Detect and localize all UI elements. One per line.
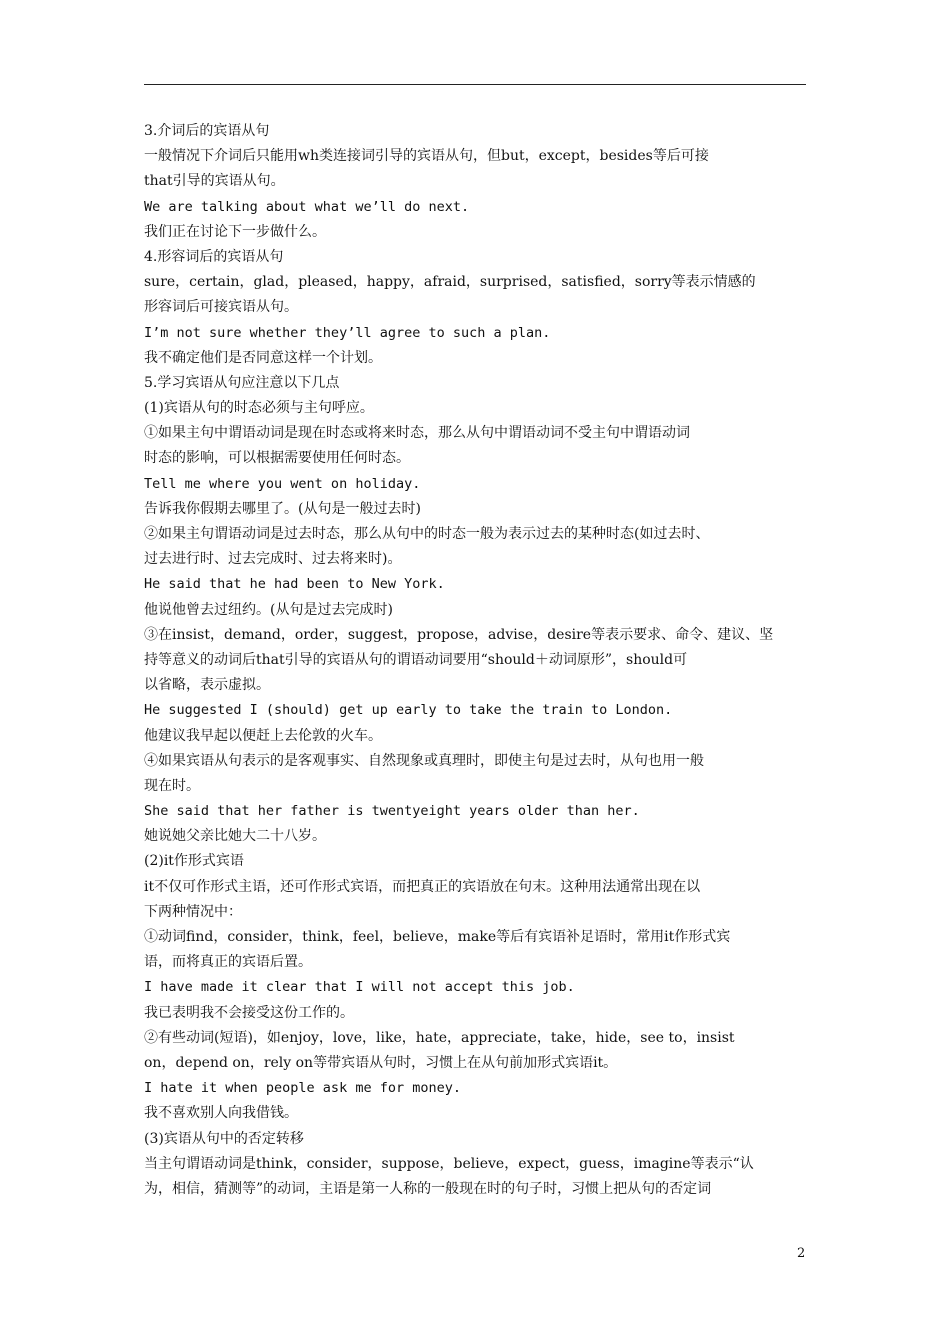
example-translation: 我不喜欢别人向我借钱。 [144, 1105, 298, 1122]
header-rule [144, 84, 806, 85]
example-translation: 告诉我你假期去哪里了。(从句是一般过去时) [144, 500, 421, 517]
example-translation: 她说她父亲比她大二十八岁。 [144, 828, 326, 845]
example-sentence: We are talking about what we’ll do next. [144, 198, 470, 215]
paragraph-line: 以省略，表示虚拟。 [144, 677, 270, 694]
paragraph-line: 语，而将真正的宾语后置。 [144, 954, 312, 971]
example-sentence: I hate it when people ask me for money. [144, 1080, 461, 1097]
example-translation: 他说他曾去过纽约。(从句是过去完成时) [144, 601, 393, 618]
paragraph-line: that引导的宾语从句。 [144, 173, 285, 190]
example-sentence: She said that her father is twentyeight years older than her. [144, 803, 640, 820]
paragraph-line: 现在时。 [144, 777, 200, 794]
example-sentence: He suggested I (should) get up early to take the train to London. [144, 702, 673, 719]
paragraph-line: it不仅可作形式主语，还可作形式宾语，而把真正的宾语放在句末。这种用法通常出现在以 [144, 878, 701, 895]
paragraph-line: ①如果主句中谓语动词是现在时态或将来时态，那么从句中谓语动词不受主句中谓语动词 [144, 425, 690, 442]
paragraph-line: ②如果主句谓语动词是过去时态，那么从句中的时态一般为表示过去的某种时态(如过去时、 [144, 526, 710, 542]
example-sentence: I have made it clear that I will not accept this job. [144, 979, 575, 996]
paragraph-line: 形容词后可接宾语从句。 [144, 299, 298, 316]
subsection-heading: (2)it作形式宾语 [144, 853, 244, 870]
paragraph-line: 当主句谓语动词是think，consider，suppose，believe，expect，guess，imagine等表示“认 [144, 1155, 754, 1172]
example-sentence: I’m not sure whether they’ll agree to such a plan. [144, 324, 551, 341]
paragraph-line: ③在insist，demand，order，suggest，propose，advise，desire等表示要求、命令、建议、坚 [144, 626, 774, 643]
paragraph-line: 时态的影响，可以根据需要使用任何时态。 [144, 450, 410, 467]
page-number: 2 [797, 1246, 806, 1261]
example-translation: 我们正在讨论下一步做什么。 [144, 223, 326, 240]
subsection-heading: (3)宾语从句中的否定转移 [144, 1130, 304, 1147]
section-heading-4: 4.形容词后的宾语从句 [144, 248, 284, 265]
paragraph-line: ①动词find，consider，think，feel，believe，make等后有宾语补足语时，常用it作形式宾 [144, 929, 731, 945]
example-translation: 他建议我早起以便赶上去伦敦的火车。 [144, 727, 382, 744]
subsection-heading: (1)宾语从句的时态必须与主句呼应。 [144, 400, 374, 417]
example-sentence: Tell me where you went on holiday. [144, 475, 421, 492]
document-body [144, 119, 819, 1202]
example-sentence: He said that he had been to New York. [144, 576, 445, 593]
paragraph-line: ④如果宾语从句表示的是客观事实、自然现象或真理时，即使主句是过去时，从句也用一般 [144, 752, 704, 769]
example-translation: 我已表明我不会接受这份工作的。 [144, 1004, 354, 1021]
paragraph-line: ②有些动词(短语)，如enjoy，love，like，hate，appreciate，take，hide，see to，insist [144, 1029, 735, 1046]
example-translation: 我不确定他们是否同意这样一个计划。 [144, 349, 382, 366]
paragraph-line: sure，certain，glad，pleased，happy，afraid，surprised，satisfied，sorry等表示情感的 [144, 274, 756, 291]
paragraph-line: 过去进行时、过去完成时、过去将来时)。 [144, 551, 402, 568]
paragraph-line: 下两种情况中： [144, 903, 242, 920]
paragraph-line: 为，相信，猜测等”的动词，主语是第一人称的一般现在时的句子时，习惯上把从句的否定词 [144, 1180, 712, 1197]
paragraph-line: 持等意义的动词后that引导的宾语从句的谓语动词要用“should＋动词原形”，should可 [144, 651, 688, 668]
paragraph-line: 一般情况下介词后只能用wh类连接词引导的宾语从句，但but，except，besides等后可接 [144, 148, 709, 165]
paragraph-line: on，depend on，rely on等带宾语从句时，习惯上在从句前加形式宾语it。 [144, 1054, 618, 1071]
section-heading-3: 3.介词后的宾语从句 [144, 123, 270, 139]
section-heading-5: 5.学习宾语从句应注意以下几点 [144, 374, 340, 391]
